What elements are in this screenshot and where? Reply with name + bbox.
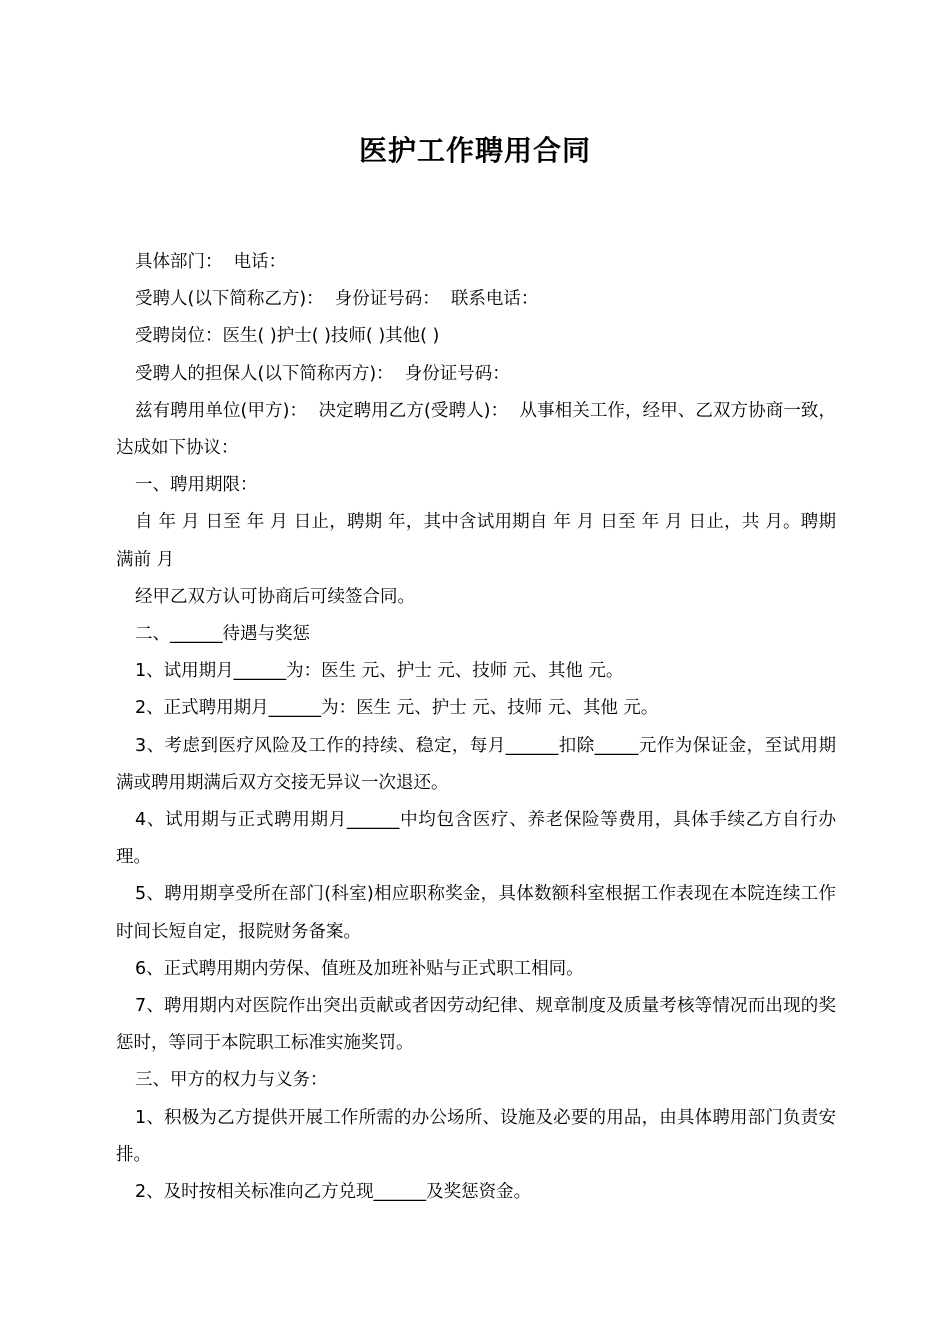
clause-rewards-penalties: 7、聘用期内对医院作出突出贡献或者因劳动纪律、规章制度及质量考核等情况而出现的奖惩时，等同于本院职工标准实施奖罚。 [116,996,836,1054]
paragraph-position: 受聘岗位：医生( )护士( )技师( )其他( ) [135,326,440,347]
paragraph-agreement-intro: 兹有聘用单位(甲方)： 决定聘用乙方(受聘人)： 从事相关工作，经甲、乙双方协商一致，达成如下协议： [116,400,836,459]
document-body [116,244,836,1211]
paragraph-employee-info: 受聘人(以下简称乙方)： 身份证号码： 联系电话： [135,289,539,310]
paragraph-term-dates: 自 年 月 日至 年 月 日止，聘期 年，其中含试用期自 年 月 日至 年 月 日止，共 月。聘期满前 月 [116,512,836,570]
clause-insurance: 4、试用期与正式聘用期月______中均包含医疗、养老保险等费用，具体手续乙方自行办理。 [116,810,836,868]
clause-payment: 2、及时按相关标准向乙方兑现______及奖惩资金。 [135,1182,532,1203]
clause-bonus: 5、聘用期享受所在部门(科室)相应职称奖金，具体数额科室根据工作表现在本院连续工作时间长短自定，报院财务备案。 [116,884,836,942]
paragraph-renewal: 经甲乙双方认可协商后可续签合同。 [135,586,415,607]
section-heading-term: 一、聘用期限： [135,475,258,496]
clause-probation-pay: 1、试用期月______为：医生 元、护士 元、技师 元、其他 元。 [135,661,624,682]
section-heading-party-a: 三、甲方的权力与义务： [135,1070,328,1091]
clause-deposit: 3、考虑到医疗风险及工作的持续、稳定，每月______扣除_____元作为保证金，至试用期满或聘用期满后双方交接无异议一次退还。 [116,735,836,793]
clause-allowance: 6、正式聘用期内劳保、值班及加班补贴与正式职工相同。 [135,958,584,979]
document-title: 医护工作聘用合同 [358,134,591,167]
clause-formal-pay: 2、正式聘用期月______为：医生 元、护士 元、技师 元、其他 元。 [135,698,659,719]
section-heading-compensation: 二、______待遇与奖惩 [135,624,310,645]
paragraph-department-phone: 具体部门： 电话： [135,252,287,272]
clause-office-facilities: 1、积极为乙方提供开展工作所需的办公场所、设施及必要的用品，由具体聘用部门负责安排。 [116,1107,836,1165]
paragraph-guarantor: 受聘人的担保人(以下简称丙方)： 身份证号码： [135,363,510,384]
